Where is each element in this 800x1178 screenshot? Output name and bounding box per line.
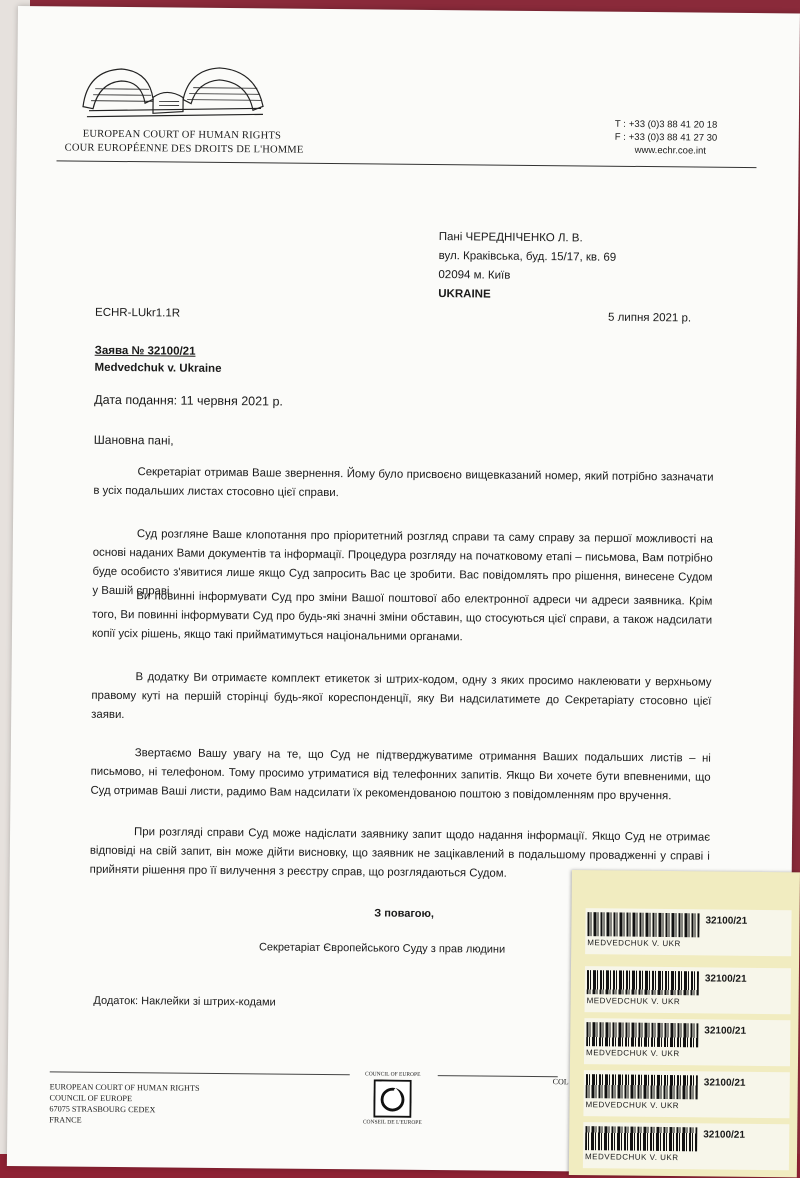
reference-code: ECHR-LUkr1.1R	[95, 306, 181, 320]
paragraph-3: Ви повинні інформувати Суд про зміни Вашої поштової або електронної адреси чи адреси заявника. Крім того, Ви повинні інформувати Суд про будь-які значні зміни обставин, що стосуються цієї справи, а також надсилати копії усіх рішень, якщо такі прийматимуться національними органами.	[91, 590, 713, 644]
coe-label-top: COUNCIL OF EUROPE	[365, 1071, 421, 1078]
paragraph-5: Звертаємо Вашу увагу на те, що Суд не підтверджуватиме отримання Ваших подальших листів – ні письмово, ні телефоном. Тому просимо утриматися від телефонних запитів. Якщо Ви хочете бути впевненими, що Суд отримав Ваші листи, радимо Вам надсилати їх рекомендованою поштою з повідомленням про вручення.	[90, 747, 711, 803]
court-contacts	[615, 118, 718, 158]
barcode-sticker-sheet	[569, 870, 800, 1177]
sticker-label: MEDVEDCHUK V. UKR	[587, 938, 681, 949]
closing: З повагою,	[374, 907, 435, 921]
sticker-label: MEDVEDCHUK V. UKR	[584, 1152, 679, 1163]
recipient-address	[438, 228, 616, 306]
sticker-number: 32100/21	[704, 1025, 747, 1037]
footer-line-3: 67075 STRASBOURG CEDEX	[49, 1104, 156, 1115]
sticker-label: MEDVEDCHUK V. UKR	[585, 1100, 680, 1111]
tel-label: T :	[614, 118, 626, 130]
council-of-europe-logo	[360, 1071, 425, 1126]
enclosure-note: Додаток: Наклейки зі штрих-кодами	[93, 994, 276, 1009]
court-name-fr: COUR EUROPÉENNE DES DROITS DE L'HOMME	[64, 142, 304, 156]
barcode-sticker	[585, 966, 791, 1014]
sticker-number: 32100/21	[705, 915, 748, 927]
footer-line-4: FRANCE	[49, 1115, 82, 1125]
footer-line-2: COUNCIL OF EUROPE	[49, 1093, 133, 1104]
recipient-street: вул. Кракiвська, буд. 15/17, кв. 69	[438, 250, 617, 264]
tel-number: +33 (0)3 88 41 20 18	[628, 118, 718, 131]
signature: Секретаріат Європейського Суду з прав людини	[258, 941, 506, 956]
fax-number: +33 (0)3 88 41 27 30	[628, 131, 718, 144]
paragraph-2: Суд розгляне Ваше клопотання про пріоритетний розгляд справи та саму справу за першої можливості на основі наданих Вами документів та інформації. Процедура розгляду на початковому етапі – письмова, Вам потрібно буде особисто з'явитися лише якщо Суд запросить Вас це зробити. Вас повідомлять про рішення, винесене Судом у Вашій справі.	[92, 528, 713, 598]
footer-address	[49, 1081, 199, 1126]
recipient-country: UKRAINE	[438, 288, 491, 301]
paragraph-6: При розгляді справи Суд може надіслати заявнику запит щодо надання інформації. Якщо Суд не отримає відповіді на свій запит, він може дійти висновку, що заявник не зацікавлений в подальшому провадженні у справі і прийняти рішення про її вилучення з реєстру справ, що розглядаються Судом.	[89, 826, 711, 880]
application-number: Заява № 32100/21	[94, 344, 196, 358]
coe-label-bottom: CONSEIL DE L'EUROPE	[362, 1119, 422, 1126]
barcode	[585, 1126, 697, 1151]
sticker-label: MEDVEDCHUK V. UKR	[586, 996, 681, 1007]
barcode	[587, 912, 699, 937]
barcode-sticker	[585, 908, 791, 956]
recipient-name: Пані ЧЕРЕДНІЧЕНКО Л. В.	[438, 231, 583, 245]
paragraph-1: Секретаріат отримав Ваше звернення. Йому було присвоєно вищевказаний номер, який потрібно зазначати в усіх подальших листах стосовно цієї справи.	[93, 466, 714, 500]
footer-line-1: EUROPEAN COURT OF HUMAN RIGHTS	[49, 1082, 200, 1093]
court-name-en: EUROPEAN COURT OF HUMAN RIGHTS	[82, 128, 282, 142]
filing-date: Дата подання: 11 червня 2021 р.	[94, 392, 284, 409]
court-building-logo	[79, 59, 270, 131]
letter-date: 5 липня 2021 р.	[607, 311, 692, 325]
website: www.echr.coe.int	[634, 144, 706, 157]
barcode-sticker	[583, 1122, 789, 1170]
barcode	[587, 970, 699, 995]
barcode	[586, 1074, 698, 1099]
barcode-sticker	[584, 1018, 790, 1066]
footer-rule-left	[50, 1071, 350, 1075]
coe-emblem-icon	[373, 1079, 411, 1117]
fax-label: F :	[614, 131, 626, 143]
sticker-label: MEDVEDCHUK V. UKR	[586, 1048, 680, 1059]
barcode	[586, 1022, 698, 1047]
sticker-number: 32100/21	[703, 1077, 746, 1089]
sticker-number: 32100/21	[704, 973, 747, 985]
greeting: Шановна пані,	[93, 432, 174, 448]
barcode-sticker	[583, 1070, 789, 1118]
paragraph-4: В додатку Ви отримаєте комплект етикеток зі штрих-кодом, одну з яких просимо наклеювати у верхньому правому куті на першій сторінці будь-якої кореспонденції, яку Ви надсилатимете до Секретаріату стосовно цієї заяви.	[91, 671, 712, 722]
case-name: Medvedchuk v. Ukraine	[94, 361, 222, 375]
footer-rule-right	[438, 1075, 558, 1077]
recipient-city: 02094 м. Київ	[438, 269, 511, 282]
footer-right-partial: COL	[552, 1077, 569, 1087]
application-block	[94, 343, 221, 378]
sticker-number: 32100/21	[703, 1129, 746, 1141]
header-divider	[57, 160, 757, 168]
court-name-block	[65, 127, 304, 157]
